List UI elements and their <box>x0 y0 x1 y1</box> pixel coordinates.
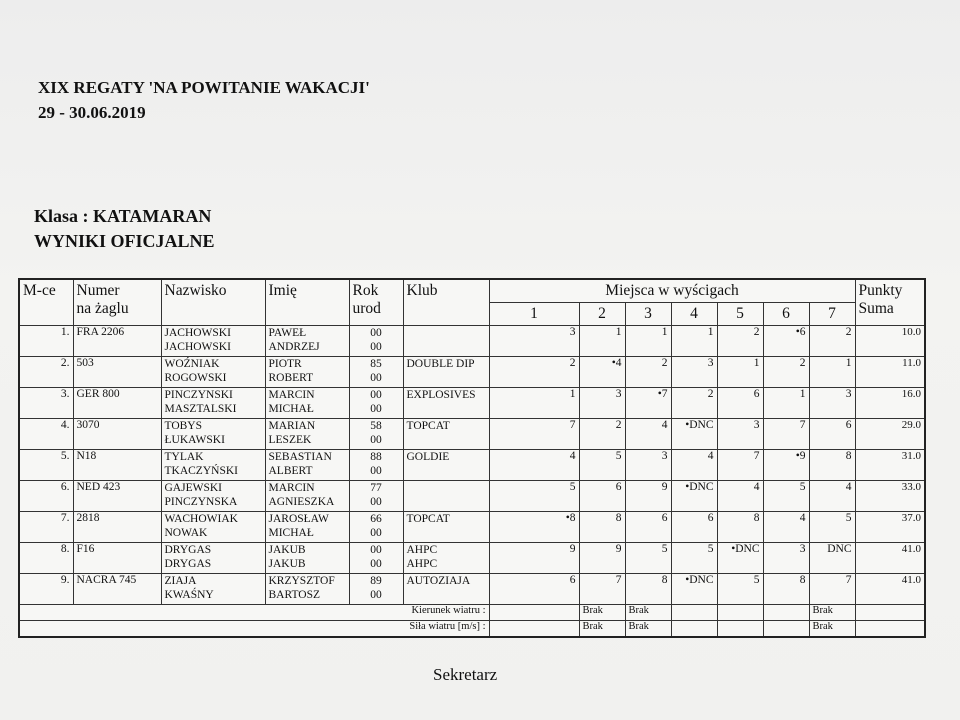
sail-number-cell: GER 800 <box>73 388 161 419</box>
first-name-cell-line2: MICHAŁ <box>268 403 314 415</box>
first-name-cell <box>265 326 349 357</box>
birth-year-cell-line1: 00 <box>370 389 382 401</box>
birth-year-cell-line2: 00 <box>370 465 382 477</box>
points-sum-cell: 31.0 <box>855 450 925 481</box>
surname-cell-line1: ZIAJA <box>164 575 197 587</box>
birth-year-cell-line2: 00 <box>370 403 382 415</box>
race-result-cell: 1 <box>625 326 671 357</box>
sail-number-cell: 3070 <box>73 419 161 450</box>
race-result-cell: 3 <box>579 388 625 419</box>
first-name-cell <box>265 419 349 450</box>
first-name-cell-line2: ROBERT <box>268 372 314 384</box>
result-row <box>19 357 925 388</box>
wind-direction-cell <box>717 605 763 621</box>
race-result-cell: 2 <box>671 388 717 419</box>
birth-year-cell-line1: 58 <box>370 420 382 432</box>
points-sum-cell: 16.0 <box>855 388 925 419</box>
race-result-cell: •9 <box>763 450 809 481</box>
first-name-cell-line1: MARCIN <box>268 389 315 401</box>
race-result-cell: •7 <box>625 388 671 419</box>
club-cell-line1: AHPC <box>406 544 438 556</box>
race-result-cell: 3 <box>763 543 809 574</box>
col-year-header-line1: Rok <box>352 282 379 299</box>
first-name-cell <box>265 574 349 605</box>
surname-cell-line2: MASZTALSKI <box>164 403 237 415</box>
first-name-cell <box>265 357 349 388</box>
birth-year-cell-line1: 85 <box>370 358 382 370</box>
race-result-cell: DNC <box>809 543 855 574</box>
race-result-cell: 5 <box>763 481 809 512</box>
col-points-header-line1: Punkty <box>858 282 903 299</box>
first-name-cell-line1: PIOTR <box>268 358 302 370</box>
club-cell <box>403 481 489 512</box>
club-cell <box>403 388 489 419</box>
results-line: WYNIKI OFICJALNE <box>34 231 215 251</box>
race-result-cell: 4 <box>671 450 717 481</box>
club-cell <box>403 419 489 450</box>
points-sum-cell: 33.0 <box>855 481 925 512</box>
first-name-cell-line2: ANDRZEJ <box>268 341 320 353</box>
sail-number-cell: 2818 <box>73 512 161 543</box>
birth-year-cell <box>349 450 403 481</box>
col-surname-header: Nazwisko <box>161 279 265 326</box>
birth-year-cell-line2: 00 <box>370 434 382 446</box>
result-row <box>19 481 925 512</box>
col-sail-header-line1: Numer <box>76 282 120 299</box>
result-row <box>19 326 925 357</box>
birth-year-cell-line2: 00 <box>370 372 382 384</box>
birth-year-cell <box>349 481 403 512</box>
races-header: Miejsca w wyścigach <box>489 279 855 303</box>
race-result-cell: 4 <box>717 481 763 512</box>
first-name-cell-line1: JAKUB <box>268 544 306 556</box>
race-result-cell: 6 <box>809 419 855 450</box>
race-result-cell: 3 <box>717 419 763 450</box>
place-cell: 3. <box>19 388 73 419</box>
race-result-cell: 2 <box>809 326 855 357</box>
birth-year-cell-line1: 66 <box>370 513 382 525</box>
sail-number-cell: 503 <box>73 357 161 388</box>
surname-cell-line2: NOWAK <box>164 527 208 539</box>
birth-year-cell <box>349 357 403 388</box>
sail-number-cell: F16 <box>73 543 161 574</box>
birth-year-cell <box>349 543 403 574</box>
surname-cell-line1: WACHOWIAK <box>164 513 238 525</box>
birth-year-cell-line2: 00 <box>370 589 382 601</box>
race-result-cell: 7 <box>489 419 579 450</box>
race-result-cell: 1 <box>717 357 763 388</box>
header-row <box>19 279 925 303</box>
points-sum-cell: 11.0 <box>855 357 925 388</box>
wind-direction-cell <box>763 605 809 621</box>
race-result-cell: 8 <box>809 450 855 481</box>
race-result-cell: 7 <box>763 419 809 450</box>
race-number: 1 <box>489 303 579 326</box>
col-year-header-line2: urod <box>352 300 381 317</box>
surname-cell-line2: DRYGAS <box>164 558 212 570</box>
surname-cell <box>161 357 265 388</box>
surname-cell <box>161 326 265 357</box>
race-result-cell: 3 <box>625 450 671 481</box>
first-name-cell <box>265 450 349 481</box>
birth-year-cell-line2: 00 <box>370 558 382 570</box>
race-result-cell: 8 <box>625 574 671 605</box>
first-name-cell-line1: PAWEŁ <box>268 327 307 339</box>
race-result-cell: 4 <box>763 512 809 543</box>
wind-speed-cell <box>489 621 579 638</box>
first-name-cell <box>265 481 349 512</box>
place-cell: 4. <box>19 419 73 450</box>
result-row <box>19 419 925 450</box>
race-result-cell: •DNC <box>717 543 763 574</box>
race-result-cell: •DNC <box>671 481 717 512</box>
sail-number-cell: N18 <box>73 450 161 481</box>
birth-year-cell-line1: 77 <box>370 482 382 494</box>
race-number: 5 <box>717 303 763 326</box>
col-sail-header <box>73 279 161 326</box>
club-cell <box>403 450 489 481</box>
event-title: XIX REGATY 'NA POWITANIE WAKACJI' <box>38 78 370 97</box>
club-cell <box>403 512 489 543</box>
points-sum-cell: 41.0 <box>855 543 925 574</box>
surname-cell-line1: PINCZYNSKI <box>164 389 233 401</box>
wind-direction-cell: Brak <box>809 605 855 621</box>
surname-cell-line2: TKACZYŃSKI <box>164 465 238 477</box>
first-name-cell-line2: MICHAŁ <box>268 527 314 539</box>
first-name-cell <box>265 512 349 543</box>
birth-year-cell <box>349 574 403 605</box>
race-result-cell: 1 <box>671 326 717 357</box>
race-result-cell: 5 <box>579 450 625 481</box>
surname-cell-line1: WOŹNIAK <box>164 358 220 370</box>
race-result-cell: 4 <box>489 450 579 481</box>
wind-speed-sum-cell <box>855 621 925 638</box>
col-points-header <box>855 279 925 326</box>
race-number: 2 <box>579 303 625 326</box>
event-dates: 29 - 30.06.2019 <box>38 103 146 122</box>
race-result-cell: 1 <box>489 388 579 419</box>
race-result-cell: 8 <box>579 512 625 543</box>
club-cell-line1: AUTOZIAJA <box>406 575 471 587</box>
place-cell: 7. <box>19 512 73 543</box>
surname-cell-line1: JACHOWSKI <box>164 327 231 339</box>
race-result-cell: 3 <box>809 388 855 419</box>
club-cell <box>403 326 489 357</box>
wind-speed-cell <box>671 621 717 638</box>
race-result-cell: 6 <box>489 574 579 605</box>
race-result-cell: 9 <box>579 543 625 574</box>
col-name-header: Imię <box>265 279 349 326</box>
sail-number-cell: NACRA 745 <box>73 574 161 605</box>
wind-direction-cell: Brak <box>625 605 671 621</box>
wind-direction-row <box>19 605 925 621</box>
surname-cell <box>161 481 265 512</box>
race-result-cell: 7 <box>717 450 763 481</box>
club-cell <box>403 574 489 605</box>
birth-year-cell-line2: 00 <box>370 527 382 539</box>
first-name-cell-line1: SEBASTIAN <box>268 451 332 463</box>
birth-year-cell-line1: 00 <box>370 327 382 339</box>
race-result-cell: 3 <box>671 357 717 388</box>
club-cell-line2: AHPC <box>406 558 438 570</box>
points-sum-cell: 10.0 <box>855 326 925 357</box>
first-name-cell-line2: LESZEK <box>268 434 312 446</box>
race-result-cell: 6 <box>625 512 671 543</box>
race-result-cell: 2 <box>489 357 579 388</box>
first-name-cell-line2: JAKUB <box>268 558 306 570</box>
race-result-cell: 7 <box>579 574 625 605</box>
race-result-cell: 7 <box>809 574 855 605</box>
birth-year-cell-line1: 00 <box>370 544 382 556</box>
result-row <box>19 450 925 481</box>
first-name-cell <box>265 543 349 574</box>
surname-cell-line2: KWAŚNY <box>164 589 214 601</box>
place-cell: 6. <box>19 481 73 512</box>
race-result-cell: 4 <box>625 419 671 450</box>
wind-direction-cell <box>489 605 579 621</box>
place-cell: 5. <box>19 450 73 481</box>
race-result-cell: 6 <box>717 388 763 419</box>
wind-direction-sum-cell <box>855 605 925 621</box>
club-cell <box>403 357 489 388</box>
surname-cell-line1: GAJEWSKI <box>164 482 222 494</box>
race-result-cell: 5 <box>671 543 717 574</box>
club-cell <box>403 543 489 574</box>
sail-number-cell: NED 423 <box>73 481 161 512</box>
surname-cell-line1: DRYGAS <box>164 544 212 556</box>
surname-cell <box>161 574 265 605</box>
surname-cell-line2: ROGOWSKI <box>164 372 227 384</box>
col-club-header: Klub <box>403 279 489 326</box>
first-name-cell-line2: AGNIESZKA <box>268 496 335 508</box>
race-result-cell: 1 <box>809 357 855 388</box>
wind-speed-cell <box>763 621 809 638</box>
race-number: 6 <box>763 303 809 326</box>
first-name-cell-line1: MARCIN <box>268 482 315 494</box>
race-number: 4 <box>671 303 717 326</box>
birth-year-cell <box>349 326 403 357</box>
surname-cell <box>161 388 265 419</box>
surname-cell <box>161 543 265 574</box>
result-row <box>19 512 925 543</box>
race-result-cell: 5 <box>809 512 855 543</box>
race-result-cell: 5 <box>717 574 763 605</box>
race-result-cell: 5 <box>489 481 579 512</box>
first-name-cell-line1: MARIAN <box>268 420 316 432</box>
race-result-cell: 3 <box>489 326 579 357</box>
place-cell: 9. <box>19 574 73 605</box>
surname-cell-line1: TYLAK <box>164 451 204 463</box>
first-name-cell <box>265 388 349 419</box>
birth-year-cell <box>349 512 403 543</box>
class-line: Klasa : KATAMARAN <box>34 206 212 226</box>
club-cell-line1: DOUBLE DIP <box>406 358 475 370</box>
results-table <box>18 278 926 638</box>
col-points-header-line2: Suma <box>858 300 894 317</box>
race-result-cell: 2 <box>763 357 809 388</box>
place-cell: 2. <box>19 357 73 388</box>
wind-speed-cell: Brak <box>809 621 855 638</box>
birth-year-cell-line2: 00 <box>370 341 382 353</box>
race-result-cell: 9 <box>625 481 671 512</box>
race-result-cell: 1 <box>763 388 809 419</box>
race-result-cell: 8 <box>763 574 809 605</box>
place-cell: 8. <box>19 543 73 574</box>
race-result-cell: 5 <box>625 543 671 574</box>
race-number: 3 <box>625 303 671 326</box>
wind-speed-cell: Brak <box>625 621 671 638</box>
club-cell-line1: GOLDIE <box>406 451 450 463</box>
race-result-cell: •4 <box>579 357 625 388</box>
points-sum-cell: 29.0 <box>855 419 925 450</box>
wind-speed-cell <box>717 621 763 638</box>
race-result-cell: 2 <box>625 357 671 388</box>
race-result-cell: 8 <box>717 512 763 543</box>
race-result-cell: 6 <box>579 481 625 512</box>
col-sail-header-line2: na żaglu <box>76 300 129 317</box>
race-result-cell: •DNC <box>671 419 717 450</box>
wind-speed-row <box>19 621 925 638</box>
surname-cell <box>161 450 265 481</box>
club-cell-line1: TOPCAT <box>406 513 450 525</box>
points-sum-cell: 37.0 <box>855 512 925 543</box>
birth-year-cell-line1: 89 <box>370 575 382 587</box>
race-number: 7 <box>809 303 855 326</box>
surname-cell-line2: ŁUKAWSKI <box>164 434 225 446</box>
result-row <box>19 574 925 605</box>
surname-cell <box>161 419 265 450</box>
race-result-cell: 9 <box>489 543 579 574</box>
birth-year-cell-line1: 88 <box>370 451 382 463</box>
result-row <box>19 388 925 419</box>
col-year-header <box>349 279 403 326</box>
wind-direction-cell: Brak <box>579 605 625 621</box>
points-sum-cell: 41.0 <box>855 574 925 605</box>
birth-year-cell-line2: 00 <box>370 496 382 508</box>
birth-year-cell <box>349 388 403 419</box>
first-name-cell-line1: JAROSŁAW <box>268 513 329 525</box>
wind-speed-cell: Brak <box>579 621 625 638</box>
race-result-cell: 4 <box>809 481 855 512</box>
race-result-cell: •6 <box>763 326 809 357</box>
club-cell-line1: EXPLOSIVES <box>406 389 476 401</box>
wind-direction-label: Kierunek wiatru : <box>19 605 489 621</box>
wind-speed-label: Siła wiatru [m/s] : <box>19 621 489 638</box>
first-name-cell-line2: ALBERT <box>268 465 313 477</box>
surname-cell-line1: TOBYS <box>164 420 202 432</box>
birth-year-cell <box>349 419 403 450</box>
surname-cell <box>161 512 265 543</box>
race-result-cell: •8 <box>489 512 579 543</box>
sail-number-cell: FRA 2206 <box>73 326 161 357</box>
club-cell-line1: TOPCAT <box>406 420 450 432</box>
first-name-cell-line1: KRZYSZTOF <box>268 575 335 587</box>
race-result-cell: •DNC <box>671 574 717 605</box>
race-result-cell: 2 <box>579 419 625 450</box>
wind-direction-cell <box>671 605 717 621</box>
race-result-cell: 2 <box>717 326 763 357</box>
surname-cell-line2: PINCZYNSKA <box>164 496 238 508</box>
race-result-cell: 6 <box>671 512 717 543</box>
place-cell: 1. <box>19 326 73 357</box>
col-place-header: M-ce <box>19 279 73 326</box>
race-result-cell: 1 <box>579 326 625 357</box>
secretary-signature-label: Sekretarz <box>433 665 498 684</box>
first-name-cell-line2: BARTOSZ <box>268 589 320 601</box>
surname-cell-line2: JACHOWSKI <box>164 341 231 353</box>
result-row <box>19 543 925 574</box>
